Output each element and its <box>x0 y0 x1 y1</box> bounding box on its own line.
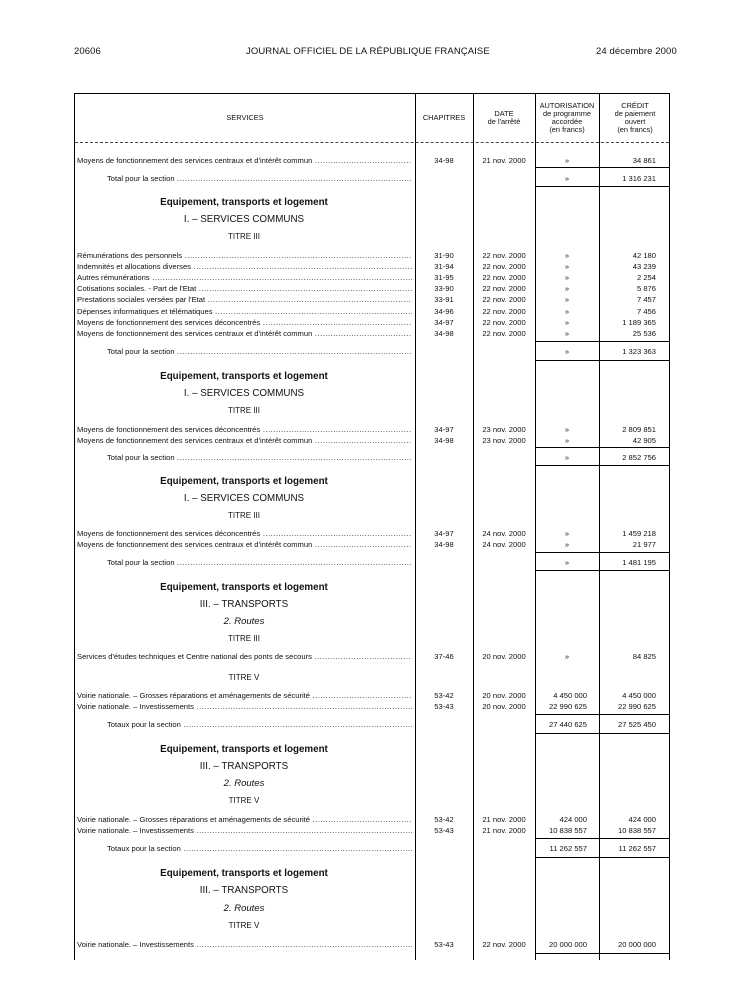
rule <box>535 341 669 342</box>
total-label: Total pour la section ..... <box>107 557 412 568</box>
table-row <box>74 651 670 662</box>
section-titre: TITRE III <box>228 634 260 643</box>
section-subheading: I. – SERVICES COMMUNS <box>183 493 305 504</box>
row-credit: 42 180 <box>632 251 656 260</box>
col-header-credit-line: CRÉDIT <box>621 101 649 110</box>
row-chapitre: 31-90 <box>434 251 454 260</box>
row-label: Moyens de fonctionnement des services déconcentrés ..... <box>77 317 412 328</box>
row-credit: 2 809 851 <box>622 425 656 434</box>
col-header-autorisation-line: (en francs) <box>549 125 585 134</box>
col-header-autorisation-line: AUTORISATION <box>539 101 595 110</box>
table-row <box>74 690 670 701</box>
row-credit: 25 536 <box>632 329 656 338</box>
col-header-autorisation-line: accordée <box>551 117 583 126</box>
col-header-date-line: DATE <box>494 109 514 118</box>
row-chapitre: 53-42 <box>434 691 454 700</box>
rule <box>535 838 669 839</box>
section-heading: Equipement, transports et logement <box>160 371 328 382</box>
row-date: 20 nov. 2000 <box>482 691 526 700</box>
section-titre: TITRE III <box>228 232 260 241</box>
row-autorisation: » <box>564 425 570 434</box>
row-autorisation: » <box>564 318 570 327</box>
row-label: Moyens de fonctionnement des services déconcentrés ..... <box>77 528 412 539</box>
rule <box>535 167 669 168</box>
rule <box>535 186 669 187</box>
row-autorisation: » <box>564 307 570 316</box>
section-heading: Equipement, transports et logement <box>160 744 328 755</box>
row-label: Moyens de fonctionnement des services centraux et d'intérêt commun ..... <box>77 328 412 339</box>
rule <box>535 552 669 553</box>
total-credit: 11 262 557 <box>618 844 656 853</box>
total-row <box>74 346 670 357</box>
row-date: 21 nov. 2000 <box>482 815 526 824</box>
rule <box>535 465 669 466</box>
section-subsection: 2. Routes <box>223 903 265 914</box>
section-titre: TITRE V <box>228 796 260 805</box>
total-credit: 27 525 450 <box>617 720 656 729</box>
row-date: 22 nov. 2000 <box>482 329 526 338</box>
total-row <box>74 843 670 854</box>
journal-title: JOURNAL OFFICIEL DE LA RÉPUBLIQUE FRANÇAISE <box>246 46 490 57</box>
total-autorisation: » <box>564 347 570 356</box>
row-chapitre: 34-97 <box>434 425 454 434</box>
total-autorisation: 11 262 557 <box>549 844 587 853</box>
row-date: 24 nov. 2000 <box>482 529 526 538</box>
total-row <box>74 452 670 463</box>
total-row <box>74 557 670 568</box>
total-row <box>74 173 670 184</box>
row-date: 22 nov. 2000 <box>482 251 526 260</box>
row-chapitre: 53-43 <box>434 940 454 949</box>
row-date: 23 nov. 2000 <box>482 436 526 445</box>
table-row <box>74 528 670 539</box>
row-label: Cotisations sociales. - Part de l'Etat ..... <box>77 283 412 294</box>
row-credit: 22 990 625 <box>617 702 656 711</box>
header-separator <box>75 142 669 143</box>
section-heading: Equipement, transports et logement <box>160 868 328 879</box>
total-autorisation: » <box>564 174 570 183</box>
row-autorisation: » <box>564 262 570 271</box>
table-row <box>74 283 670 294</box>
table-row <box>74 939 670 950</box>
col-header-date <box>473 94 535 142</box>
section-titre: TITRE V <box>228 921 260 930</box>
row-credit: 5 876 <box>636 284 656 293</box>
row-date: 22 nov. 2000 <box>482 295 526 304</box>
row-chapitre: 33-91 <box>434 295 454 304</box>
rule <box>535 733 669 734</box>
table-row <box>74 261 670 272</box>
table-row <box>74 539 670 550</box>
total-row <box>74 719 670 730</box>
row-autorisation: 20 000 000 <box>548 940 587 949</box>
row-autorisation: » <box>564 284 570 293</box>
row-chapitre: 34-98 <box>434 156 454 165</box>
table-row <box>74 306 670 317</box>
row-credit: 42 905 <box>632 436 656 445</box>
row-chapitre: 31-94 <box>434 262 454 271</box>
row-credit: 10 838 557 <box>617 826 656 835</box>
row-credit: 7 457 <box>636 295 656 304</box>
section-subsection: 2. Routes <box>223 616 265 627</box>
row-credit: 2 254 <box>636 273 656 282</box>
row-label: Voirie nationale. – Investissements ..... <box>77 825 412 836</box>
row-label: Moyens de fonctionnement des services déconcentrés ..... <box>77 424 412 435</box>
row-chapitre: 34-96 <box>434 307 454 316</box>
row-date: 21 nov. 2000 <box>482 156 526 165</box>
table-row <box>74 435 670 446</box>
row-autorisation: » <box>564 540 570 549</box>
table-row <box>74 317 670 328</box>
table-row <box>74 424 670 435</box>
total-credit: 1 323 363 <box>622 347 656 356</box>
row-chapitre: 53-43 <box>434 826 454 835</box>
row-date: 24 nov. 2000 <box>482 540 526 549</box>
col-header-services <box>75 94 415 142</box>
row-chapitre: 34-98 <box>434 436 454 445</box>
row-credit: 21 977 <box>632 540 656 549</box>
row-label: Dépenses informatiques et télématiques ..... <box>77 306 412 317</box>
rule <box>535 953 669 954</box>
row-label: Moyens de fonctionnement des services centraux et d'intérêt commun ..... <box>77 155 412 166</box>
row-credit: 424 000 <box>628 815 656 824</box>
col-header-credit-line: de paiement <box>614 109 656 118</box>
row-label: Autres rémunérations ..... <box>77 272 412 283</box>
row-chapitre: 34-97 <box>434 318 454 327</box>
row-autorisation: » <box>564 529 570 538</box>
col-header-credit-line: ouvert <box>624 117 646 126</box>
row-date: 23 nov. 2000 <box>482 425 526 434</box>
row-date: 21 nov. 2000 <box>482 826 526 835</box>
section-subheading: I. – SERVICES COMMUNS <box>183 388 305 399</box>
row-label: Services d'études techniques et Centre national des ponts de secours ..... <box>77 651 412 662</box>
section-heading: Equipement, transports et logement <box>160 197 328 208</box>
row-date: 22 nov. 2000 <box>482 318 526 327</box>
col-header-chapitres-text: CHAPITRES <box>422 113 466 122</box>
row-credit: 1 459 218 <box>622 529 656 538</box>
total-credit: 1 481 195 <box>622 558 656 567</box>
row-date: 20 nov. 2000 <box>482 652 526 661</box>
row-chapitre: 53-42 <box>434 815 454 824</box>
total-label: Total pour la section ..... <box>107 346 412 357</box>
row-label: Rémunérations des personnels ..... <box>77 250 412 261</box>
row-autorisation: 4 450 000 <box>553 691 587 700</box>
table-row <box>74 814 670 825</box>
col-header-date-line: de l'arrêté <box>487 117 521 126</box>
row-credit: 43 239 <box>632 262 656 271</box>
row-label: Prestations sociales versées par l'Etat ..... <box>77 294 412 305</box>
row-autorisation: 424 000 <box>559 815 587 824</box>
rule <box>535 447 669 448</box>
row-autorisation: » <box>564 295 570 304</box>
total-credit: 1 316 231 <box>622 174 656 183</box>
row-date: 20 nov. 2000 <box>482 702 526 711</box>
row-autorisation: 22 990 625 <box>548 702 587 711</box>
total-autorisation: » <box>564 453 570 462</box>
row-credit: 1 189 365 <box>622 318 656 327</box>
table-row <box>74 701 670 712</box>
section-subheading: III. – TRANSPORTS <box>199 599 289 610</box>
row-chapitre: 31-95 <box>434 273 454 282</box>
col-header-credit-line: (en francs) <box>617 125 653 134</box>
section-heading: Equipement, transports et logement <box>160 476 328 487</box>
section-titre: TITRE III <box>228 511 260 520</box>
rule <box>535 714 669 715</box>
row-label: Moyens de fonctionnement des services centraux et d'intérêt commun ..... <box>77 435 412 446</box>
row-credit: 84 825 <box>632 652 656 661</box>
row-date: 22 nov. 2000 <box>482 262 526 271</box>
row-credit: 7 456 <box>636 307 656 316</box>
section-titre: TITRE V <box>228 673 260 682</box>
row-credit: 4 450 000 <box>622 691 656 700</box>
row-chapitre: 53-43 <box>434 702 454 711</box>
row-label: Voirie nationale. – Investissements ..... <box>77 939 412 950</box>
row-credit: 34 861 <box>632 156 656 165</box>
col-header-credit <box>599 94 671 142</box>
row-date: 22 nov. 2000 <box>482 273 526 282</box>
rule <box>535 360 669 361</box>
table-row <box>74 825 670 836</box>
row-date: 22 nov. 2000 <box>482 940 526 949</box>
col-header-autorisation <box>535 94 599 142</box>
issue-date: 24 décembre 2000 <box>596 46 677 57</box>
total-label: Totaux pour la section ..... <box>107 843 412 854</box>
row-label: Indemnités et allocations diverses ..... <box>77 261 412 272</box>
section-heading: Equipement, transports et logement <box>160 582 328 593</box>
total-autorisation: 27 440 625 <box>548 720 587 729</box>
total-label: Totaux pour la section ..... <box>107 719 412 730</box>
row-autorisation: » <box>564 436 570 445</box>
row-autorisation: » <box>564 273 570 282</box>
table-row <box>74 328 670 339</box>
row-date: 22 nov. 2000 <box>482 284 526 293</box>
row-chapitre: 34-98 <box>434 540 454 549</box>
col-header-autorisation-line: de programme <box>542 109 592 118</box>
page-number: 20606 <box>74 46 101 57</box>
section-subheading: I. – SERVICES COMMUNS <box>183 214 305 225</box>
row-autorisation: » <box>564 329 570 338</box>
total-label: Total pour la section ..... <box>107 452 412 463</box>
row-credit: 20 000 000 <box>617 940 656 949</box>
row-autorisation: 10 838 557 <box>548 826 587 835</box>
row-chapitre: 37-46 <box>434 652 454 661</box>
row-label: Voirie nationale. – Investissements ..... <box>77 701 412 712</box>
row-chapitre: 34-98 <box>434 329 454 338</box>
row-autorisation: » <box>564 251 570 260</box>
total-autorisation: » <box>564 558 570 567</box>
col-header-chapitres <box>415 94 473 142</box>
row-label: Voirie nationale. – Grosses réparations et aménagements de sécurité ..... <box>77 814 412 825</box>
table-row <box>74 250 670 261</box>
row-autorisation: » <box>564 652 570 661</box>
table-row <box>74 272 670 283</box>
row-autorisation: » <box>564 156 570 165</box>
row-date: 22 nov. 2000 <box>482 307 526 316</box>
row-label: Moyens de fonctionnement des services centraux et d'intérêt commun ..... <box>77 539 412 550</box>
row-chapitre: 34-97 <box>434 529 454 538</box>
row-label: Voirie nationale. – Grosses réparations et aménagements de sécurité ..... <box>77 690 412 701</box>
rule <box>535 570 669 571</box>
rule <box>535 857 669 858</box>
section-subheading: III. – TRANSPORTS <box>199 885 289 896</box>
row-chapitre: 33-90 <box>434 284 454 293</box>
section-subheading: III. – TRANSPORTS <box>199 761 289 772</box>
total-credit: 2 852 756 <box>622 453 656 462</box>
section-titre: TITRE III <box>228 406 260 415</box>
table-row <box>74 294 670 305</box>
section-subsection: 2. Routes <box>223 778 265 789</box>
total-label: Total pour la section ..... <box>107 173 412 184</box>
col-header-services-text: SERVICES <box>226 113 264 122</box>
table-row <box>74 155 670 166</box>
